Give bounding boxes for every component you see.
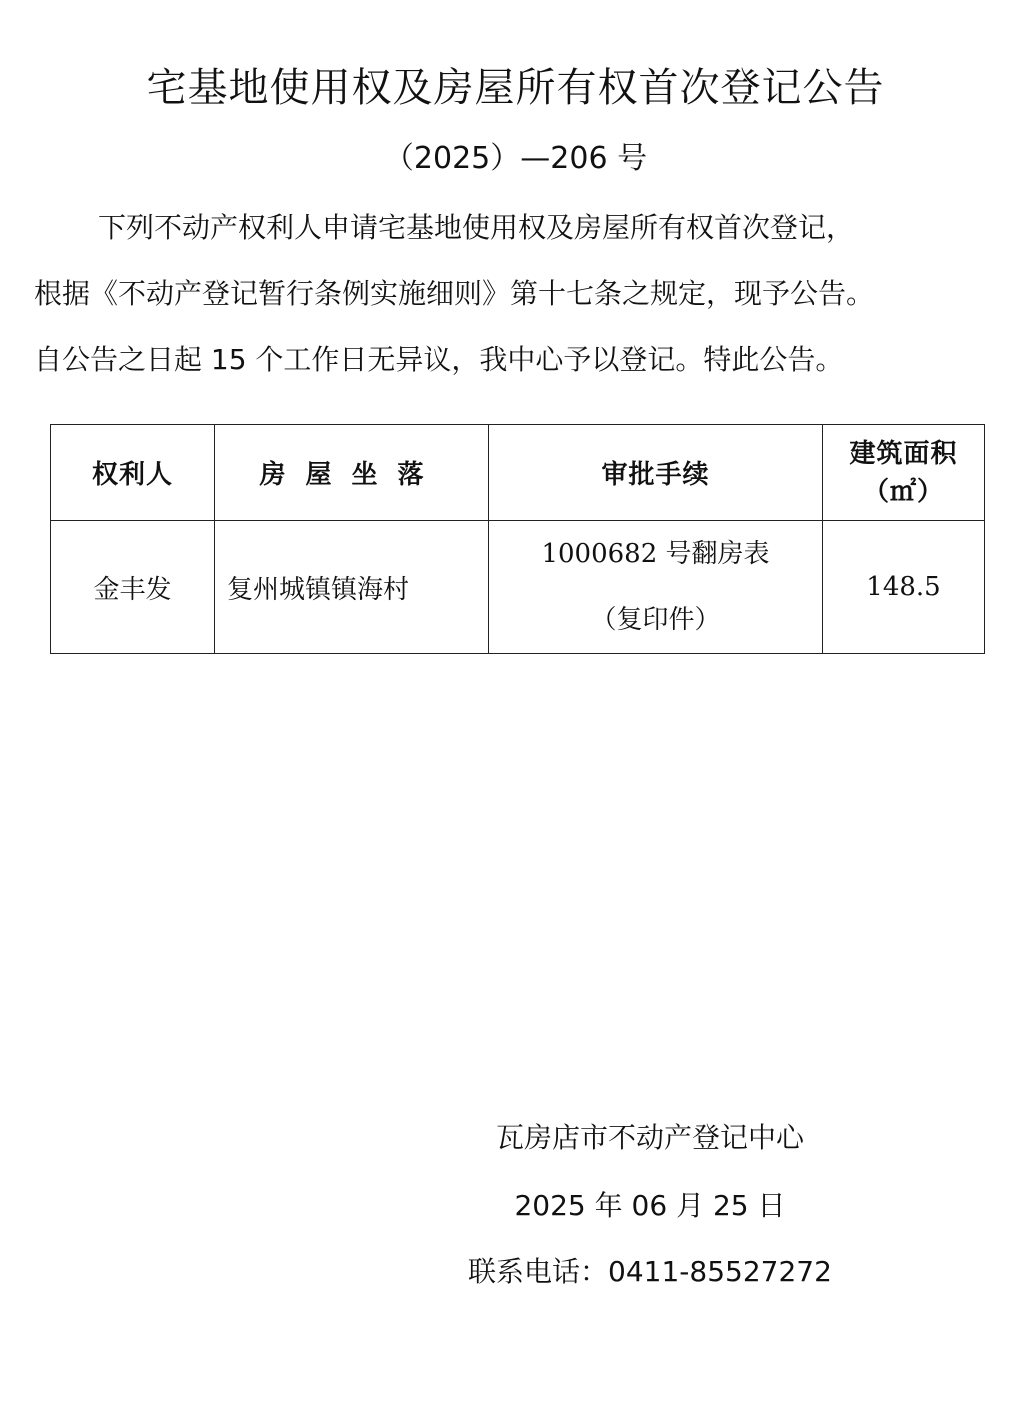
notice-paragraph-2: 根据《不动产登记暂行条例实施细则》第十七条之规定，现予公告。 xyxy=(34,277,875,310)
cell-approval-line-2: （复印件） xyxy=(590,605,721,635)
registry-table-container xyxy=(50,424,984,654)
header-location xyxy=(215,425,489,521)
header-location-label: 房屋坐落 xyxy=(259,460,444,490)
cell-holder: 金丰发 xyxy=(51,521,215,654)
contact-phone: 联系电话：0411-85527272 xyxy=(468,1255,832,1288)
notice-title: 宅基地使用权及房屋所有权首次登记公告 xyxy=(146,65,885,111)
header-area-unit: （㎡） xyxy=(862,476,944,507)
issuing-organization: 瓦房店市不动产登记中心 xyxy=(495,1121,804,1154)
issue-date: 2025 年 06 月 25 日 xyxy=(514,1189,786,1222)
notice-number: （2025）—206 号 xyxy=(383,141,648,176)
header-holder: 权利人 xyxy=(51,425,215,521)
header-approval: 审批手续 xyxy=(489,425,823,521)
table-row xyxy=(51,521,985,654)
table-header-row xyxy=(51,425,985,521)
header-area xyxy=(823,425,985,521)
cell-area: 148.5 xyxy=(823,521,985,654)
cell-approval-line-1: 1000682 号翻房表 xyxy=(541,539,770,569)
header-area-label: 建筑面积 xyxy=(849,438,958,469)
notice-paragraph-1: 下列不动产权利人申请宅基地使用权及房屋所有权首次登记， xyxy=(98,211,855,244)
cell-approval xyxy=(489,521,823,654)
notice-paragraph-3: 自公告之日起 15 个工作日无异议，我中心予以登记。特此公告。 xyxy=(34,343,844,376)
registry-table xyxy=(50,424,985,654)
cell-location: 复州城镇镇海村 xyxy=(215,521,489,654)
